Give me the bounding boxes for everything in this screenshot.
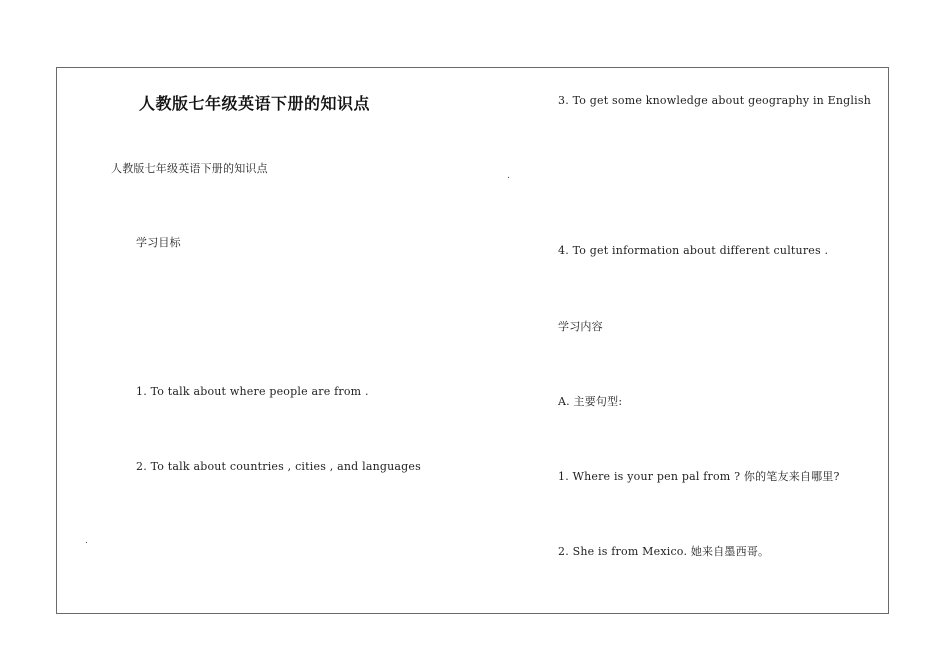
objective-item-4: 4. To get information about different cultures . bbox=[558, 244, 829, 257]
stray-mark-right: . bbox=[507, 171, 510, 181]
page-frame bbox=[56, 67, 889, 614]
objectives-heading: 学习目标 bbox=[136, 236, 181, 249]
section-a-heading: A. 主要句型: bbox=[558, 395, 623, 408]
sentence-item-1: 1. Where is your pen pal from ? 你的笔友来自哪里? bbox=[558, 470, 840, 483]
document-subtitle: 人教版七年级英语下册的知识点 bbox=[111, 162, 268, 175]
objective-item-1: 1. To talk about where people are from . bbox=[136, 385, 369, 398]
objective-item-3: 3. To get some knowledge about geography in English bbox=[558, 94, 871, 107]
content-heading: 学习内容 bbox=[558, 320, 603, 333]
stray-mark-left: . bbox=[85, 536, 88, 546]
sentence-item-2: 2. She is from Mexico. 她来自墨西哥。 bbox=[558, 545, 770, 558]
document-title: 人教版七年级英语下册的知识点 bbox=[139, 94, 371, 113]
objective-item-2: 2. To talk about countries , cities , and languages bbox=[136, 460, 421, 473]
